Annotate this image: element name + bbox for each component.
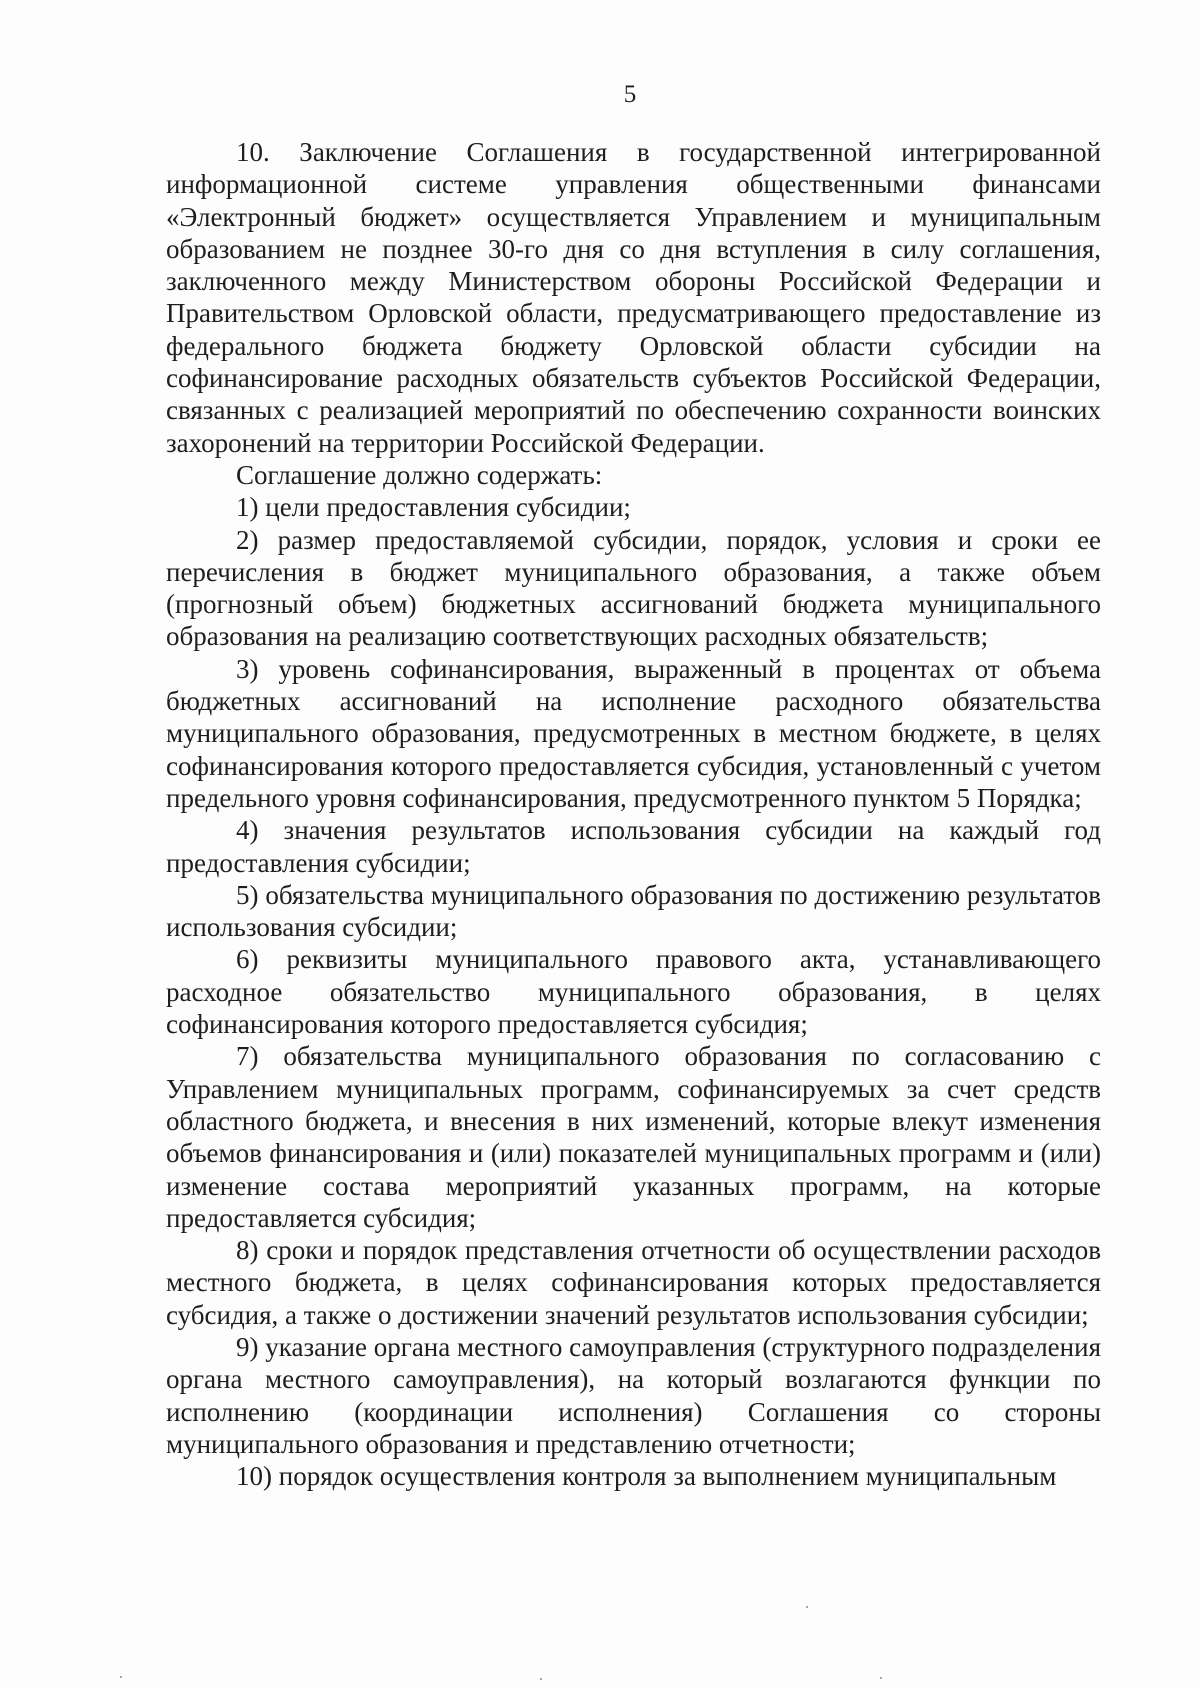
list-item-9: 9) указание органа местного самоуправления (структурного подразделения органа местного самоуправления), на который возлагаются функции по исполнению (координации исполнения) Соглашения со стороны муниципального образования и представлению отчетности; xyxy=(166,1331,1101,1459)
list-item-2: 2) размер предоставляемой субсидии, порядок, условия и сроки ее перечисления в бюджет муниципального образования, а также объем (прогнозный объем) бюджетных ассигнований бюджета муниципального образования на реализацию соответствующих расходных обязательств; xyxy=(166,524,1101,652)
scan-speck xyxy=(120,1676,122,1678)
scan-speck xyxy=(806,1606,808,1608)
list-item-3: 3) уровень софинансирования, выраженный в процентах от объема бюджетных ассигнований на исполнение расходного обязательства муниципального образования, предусмотренных в местном бюджете, в целях софинансирования которого предоставляется субсидия, установленный с учетом предельного уровня софинансирования, предусмотренного пунктом 5 Порядка; xyxy=(166,653,1101,813)
list-item-5: 5) обязательства муниципального образования по достижению результатов использования субсидии; xyxy=(166,879,1101,943)
scan-speck xyxy=(540,1678,542,1680)
list-item-1: 1) цели предоставления субсидии; xyxy=(236,492,631,523)
document-body xyxy=(166,136,1101,1492)
paragraph-10-agreement: 10. Заключение Соглашения в государственной интегрированной информационной системе управления общественными финансами «Электронный бюджет» осуществляется Управлением и муниципальным образованием не позднее 30-го дня со дня вступления в силу соглашения, заключенного между Министерством обороны Российской Федерации и Правительством Орловской области, предусматривающего предоставление из федерального бюджета бюджету Орловской области субсидии на софинансирование расходных обязательств субъектов Российской Федерации, связанных с реализацией мероприятий по обеспечению сохранности воинских захоронений на территории Российской Федерации. xyxy=(166,137,1101,458)
list-item-10: 10) порядок осуществления контроля за выполнением муниципальным xyxy=(236,1461,1057,1492)
scan-speck xyxy=(880,1677,882,1679)
paragraph-agreement-contents-intro: Соглашение должно содержать: xyxy=(236,459,603,490)
list-item-6: 6) реквизиты муниципального правового акта, устанавливающего расходное обязательство муниципального образования, в целях софинансирования которого предоставляется субсидия; xyxy=(166,944,1101,1040)
page-number: 5 xyxy=(623,81,637,108)
list-item-8: 8) сроки и порядок представления отчетности об осуществлении расходов местного бюджета, в целях софинансирования которых предоставляется субсидия, а также о достижении значений результатов использования субсидии; xyxy=(166,1235,1101,1330)
list-item-7: 7) обязательства муниципального образования по согласованию с Управлением муниципальных программ, софинансируемых за счет средств областного бюджета, и внесения в них изменений, которые влекут изменения объемов финансирования и (или) показателей муниципальных программ и (или) изменение состава мероприятий указанных программ, на которые предоставляется субсидия; xyxy=(166,1041,1101,1233)
list-item-4: 4) значения результатов использования субсидии на каждый год предоставления субсидии; xyxy=(166,815,1101,878)
